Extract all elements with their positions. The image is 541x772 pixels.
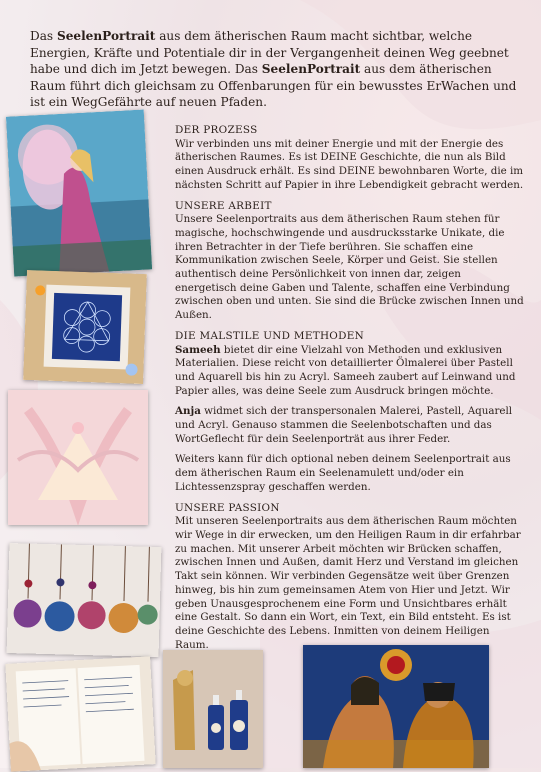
pastel-angel-painting-image xyxy=(8,390,148,525)
amulets-image xyxy=(7,543,162,657)
metatron-cube-altar-image xyxy=(23,270,147,384)
text-passion: Mit unseren Seelenportraits aus dem ätherischen Raum möchten wir Wege in dir erwecken, um den Heiligen Raum in dir erfahrbar zu machen. Mit unserer Arbeit möchten wir Brücken schaffen, zwischen Innen und Außen, damit Herz und Verstand im gleichen Takt sein können. Wir verbinden Gegensätze weit über Grenzen hinweg, bis hin zum gemeinsamen Atem von Hier und Jetzt. Wir geben Unausgesprochenem eine Form und Unsichtbares erhält eine Gestalt. So dann ein Wort, ein Text, ein Bild entsteht. Es ist deine Geschichte des Lebens. Inmitten von deinem Heiligen Raum. xyxy=(175,515,521,651)
section-prozess xyxy=(175,124,525,193)
heading-prozess: DER PROZESS xyxy=(175,124,258,136)
egyptian-painting-image xyxy=(303,645,489,768)
intro-bold-seelenportrait-1: SeelenPortrait xyxy=(56,29,156,43)
intro-bold-seelenportrait-2: SeelenPortrait xyxy=(261,62,361,76)
heading-malstile: DIE MALSTILE UND METHODEN xyxy=(175,329,365,342)
essence-sprays-image xyxy=(163,650,263,768)
handwritten-notebook-image xyxy=(5,656,155,771)
heading-passion: UNSERE PASSION xyxy=(175,501,280,514)
section-malstile xyxy=(175,330,525,495)
fairy-painting-image xyxy=(6,109,152,276)
main-text-column xyxy=(175,124,525,659)
text-malstile-optional: Weiters kann für dich optional neben deinem Seelenportrait aus dem ätherischen Raum ein Seelenamulett und/oder ein Lichtessenzspray geschaffen werden. xyxy=(175,453,511,493)
intro-paragraph: Das SeelenPortrait aus dem ätherischen Raum macht sichtbar, welche Energien, Kräfte und Potentiale dir in der Vergangenheit deinen Weg geebnet habe und dich im Jetzt bewegen. Das SeelenPortrait aus dem ätherischen Raum führt dich gleichsam zu Offenbarungen für ein bewusstes ErWachen und ist ein WegGefährte auf neuen Pfaden. xyxy=(30,29,517,109)
section-arbeit xyxy=(175,200,525,323)
text-prozess: Wir verbinden uns mit deiner Energie und mit der Energie des ätherischen Raumes. Es ist DEINE Geschichte, die nun als Bild einen Ausdruck erhält. Es sind DEINE bewohnbaren Worte, die im nächsten Schritt auf Papier in ihre Lebendigkeit gebracht werden. xyxy=(175,137,524,191)
text-malstile-sameeh: Sameeh bietet dir eine Vielzahl von Methoden und exklusiven Materialien. Diese reicht von detaillierter Ölmalerei über Pastell und Aquarell bis hin zu Acryl. Sameeh zaubert auf Leinwand und Papier alles, was deine Seele zum Ausdruck bringen möchte. xyxy=(175,343,516,397)
section-passion xyxy=(175,502,525,653)
text-arbeit: Unsere Seelenportraits aus dem ätherischen Raum stehen für magische, hochschwingende und ausdrucksstarke Unikate, die ihren Betrachter in der Tiefe berühren. Sie schaffen eine Kommunikation zwischen Seele, Körper und Geist. Sie stellen authentisch deine Persönlichkeit von innen dar, zeigen energetisch deine Gaben und Talente, schaffen eine Verbindung zwischen oben und unten. Sie sind die Brücke zwischen Innen und Außen. xyxy=(175,213,524,322)
heading-arbeit: UNSERE ARBEIT xyxy=(175,199,272,212)
text-malstile-anja: Anja widmet sich der transpersonalen Malerei, Pastell, Aquarell und Acryl. Genauso stammen die Seelenbotschaften und das WortGeflecht für dein Seelenporträt aus ihrer Feder. xyxy=(175,405,513,445)
